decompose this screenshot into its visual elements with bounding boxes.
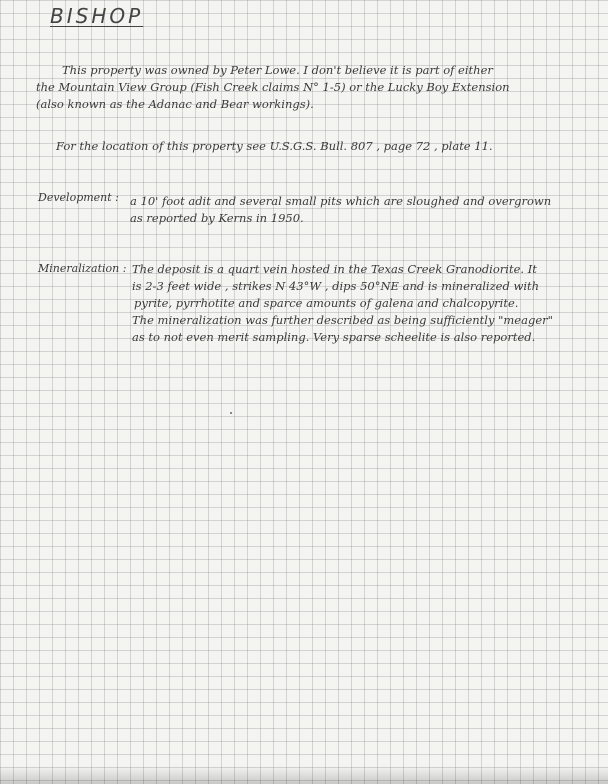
mineralization-line-3: pyrite, pyrrhotite and sparce amounts of galena and chalcopyrite. [134, 296, 519, 310]
mineralization-line-2: is 2-3 feet wide , strikes N 43°W , dips 50°NE and is mineralized with [132, 279, 540, 293]
intro-line-2: the Mountain View Group (Fish Creek claims N° 1-5) or the Lucky Boy Extension [36, 80, 510, 94]
mineralization-label: Mineralization : [38, 262, 127, 275]
mineralization-text [132, 261, 553, 346]
development-label: Development : [38, 191, 119, 204]
mineralization-line-4: The mineralization was further described as being sufficiently "meager" [132, 313, 553, 327]
location-paragraph [56, 138, 493, 155]
development-line-2: as reported by Kerns in 1950. [130, 211, 304, 225]
location-line: For the location of this property see U.S.G.S. Bull. 807 , page 72 , plate 11. [56, 139, 493, 153]
development-text [130, 193, 551, 227]
development-line-1: a 10' foot adit and several small pits which are sloughed and overgrown [130, 194, 552, 208]
mineralization-line-5: as to not even merit sampling. Very sparse scheelite is also reported. [132, 330, 536, 344]
intro-line-3: (also known as the Adanac and Bear workings). [36, 97, 314, 111]
mineralization-line-1: The deposit is a quart vein hosted in the Texas Creek Granodiorite. It [132, 262, 537, 276]
page-edge-shadow [0, 766, 608, 784]
stray-mark [230, 412, 232, 414]
page-title: BISHOP [50, 4, 144, 28]
intro-line-1: This property was owned by Peter Lowe. I don't believe it is part of either [62, 63, 493, 77]
intro-paragraph [36, 62, 510, 113]
